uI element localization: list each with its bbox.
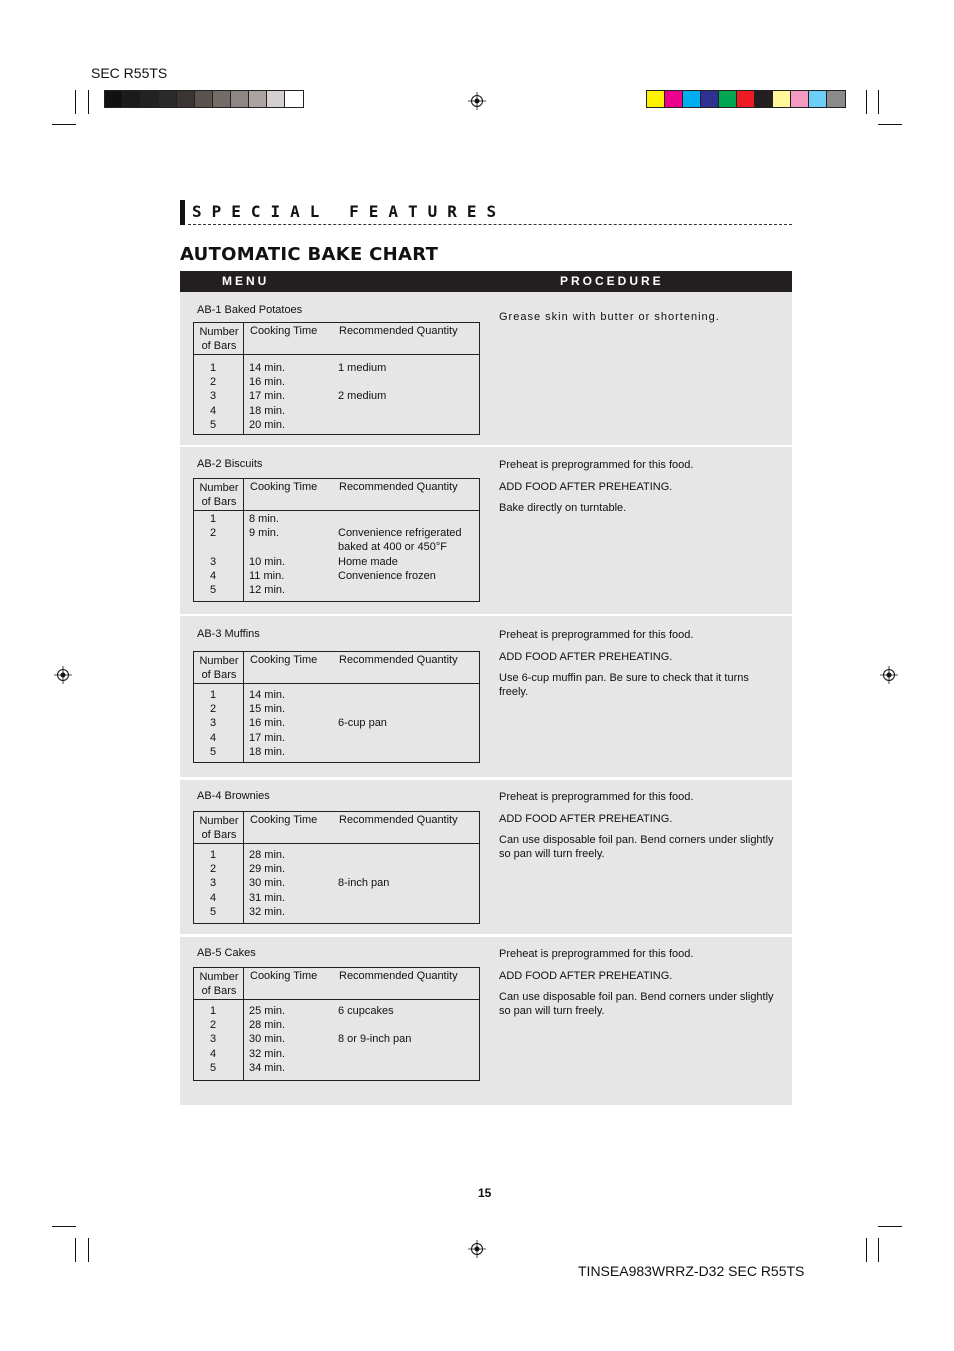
table-cell-time: 30 min.: [249, 877, 286, 890]
table-cell-bars: 3: [210, 555, 217, 568]
color-calibration-bar: [646, 90, 846, 108]
cooking-table: [193, 967, 480, 1081]
time-column-header: Cooking Time: [250, 481, 318, 493]
header-model: SEC R55TS: [91, 65, 168, 81]
table-cell-bars: 4: [210, 891, 217, 904]
time-column-header: Cooking Time: [250, 814, 318, 826]
table-cell-time: 11 min.: [249, 569, 285, 582]
table-cell-qty: baked at 400 or 450°F: [338, 541, 447, 554]
procedure-line: ADD FOOD AFTER PREHEATING.: [499, 969, 673, 982]
registration-target-icon: [54, 666, 72, 684]
bars-header-line: of Bars: [201, 669, 237, 681]
recipe-section: [180, 937, 792, 1105]
table-cell-time: 9 min.: [249, 527, 279, 540]
table-cell-bars: 3: [210, 390, 217, 403]
table-cell-bars: 5: [210, 1061, 217, 1074]
table-cell-time: 32 min.: [249, 1047, 286, 1060]
table-cell-time: 16 min.: [249, 376, 286, 389]
color-swatch: [683, 91, 701, 107]
time-column-header: Cooking Time: [250, 325, 318, 337]
table-cell-bars: 5: [210, 745, 217, 758]
table-cell-time: 28 min.: [249, 849, 286, 861]
table-cell-time: 25 min.: [249, 1005, 286, 1017]
table-cell-bars: 1: [210, 1005, 217, 1017]
color-swatch: [791, 91, 809, 107]
procedure-line: Preheat is preprogrammed for this food.: [499, 948, 694, 960]
color-swatch: [285, 91, 303, 107]
procedure-line: Preheat is preprogrammed for this food.: [499, 629, 694, 641]
quantity-column-header: Recommended Quantity: [339, 325, 458, 337]
procedure-text: [499, 310, 779, 332]
procedure-text: [499, 628, 779, 707]
gray-calibration-bar: [104, 90, 304, 108]
table-cell-time: 34 min.: [249, 1061, 286, 1074]
table-cell-bars: 5: [210, 584, 217, 596]
cooking-table: [193, 651, 480, 763]
table-cell-qty: 6 cupcakes: [338, 1005, 394, 1017]
table-cell-time: 28 min.: [249, 1019, 286, 1032]
section-marker: [180, 200, 185, 225]
section-divider: [188, 224, 792, 225]
color-swatch: [827, 91, 845, 107]
time-column-header: Cooking Time: [250, 970, 318, 982]
quantity-column-header: Recommended Quantity: [339, 654, 458, 666]
bars-header-line: Number: [199, 655, 239, 667]
table-header: [194, 323, 479, 355]
quantity-column-header: Recommended Quantity: [339, 481, 458, 493]
table-cell-time: 18 min.: [249, 404, 286, 417]
color-swatch: [647, 91, 665, 107]
table-cell-time: 12 min.: [249, 584, 286, 596]
table-header: [194, 812, 479, 844]
color-swatch: [773, 91, 791, 107]
recipe-label: AB-2 Biscuits: [197, 458, 263, 470]
bars-column-header: [197, 481, 241, 509]
procedure-line: Grease skin with butter or shortening.: [499, 311, 720, 323]
procedure-line: Can use disposable foil pan. Bend corners under slightly so pan will turn freely.: [499, 834, 774, 860]
table-cell-bars: 4: [210, 1047, 217, 1060]
procedure-line: ADD FOOD AFTER PREHEATING.: [499, 812, 673, 825]
procedure-line: ADD FOOD AFTER PREHEATING.: [499, 480, 673, 493]
table-cell-bars: 4: [210, 404, 217, 417]
bars-header-line: Number: [199, 326, 239, 338]
bars-header-line: of Bars: [201, 829, 237, 841]
quantity-column-header: Recommended Quantity: [339, 814, 458, 826]
crop-mark: [75, 1238, 76, 1262]
quantity-column-header: Recommended Quantity: [339, 970, 458, 982]
procedure-line: Use 6-cup muffin pan. Be sure to check that it turns freely.: [499, 672, 749, 698]
menu-column-header: MENU: [222, 274, 270, 288]
table-cell-bars: 1: [210, 513, 217, 525]
color-swatch: [213, 91, 231, 107]
color-swatch: [177, 91, 195, 107]
recipe-section: [180, 292, 792, 445]
cooking-table: [193, 322, 480, 435]
color-swatch: [105, 91, 123, 107]
table-header: [194, 479, 479, 511]
crop-mark: [878, 90, 879, 114]
table-cell-bars: 1: [210, 362, 217, 374]
color-swatch: [755, 91, 773, 107]
procedure-line: Can use disposable foil pan. Bend corners under slightly so pan will turn freely.: [499, 991, 774, 1017]
procedure-text: [499, 947, 779, 1026]
table-cell-qty: Home made: [338, 555, 398, 568]
table-cell-time: 8 min.: [249, 513, 279, 525]
recipe-label: AB-3 Muffins: [197, 628, 260, 640]
color-swatch: [195, 91, 213, 107]
page-number: 15: [478, 1186, 492, 1200]
table-cell-time: 15 min.: [249, 703, 286, 716]
crop-mark: [75, 90, 76, 114]
crop-mark: [88, 90, 89, 114]
bars-column-header: [197, 325, 241, 353]
crop-mark: [878, 1226, 902, 1227]
column-header-band: [180, 271, 792, 292]
color-swatch: [267, 91, 285, 107]
procedure-line: ADD FOOD AFTER PREHEATING.: [499, 650, 673, 663]
footer-code: TINSEA983WRRZ-D32 SEC R55TS: [578, 1263, 805, 1279]
procedure-line: Bake directly on turntable.: [499, 502, 627, 514]
table-cell-bars: 5: [210, 418, 217, 431]
table-cell-time: 20 min.: [249, 418, 286, 431]
table-cell-time: 17 min.: [249, 390, 286, 403]
registration-target-icon: [468, 1240, 486, 1258]
table-header: [194, 652, 479, 684]
color-swatch: [123, 91, 141, 107]
table-cell-bars: 1: [210, 849, 217, 861]
color-swatch: [809, 91, 827, 107]
procedure-line: Preheat is preprogrammed for this food.: [499, 791, 694, 803]
crop-mark: [866, 90, 867, 114]
recipe-label: AB-4 Brownies: [197, 790, 270, 802]
table-cell-bars: 2: [210, 527, 217, 540]
crop-mark: [52, 1226, 76, 1227]
color-swatch: [719, 91, 737, 107]
table-cell-qty: 1 medium: [338, 362, 387, 374]
chart-title: AUTOMATIC BAKE CHART: [180, 244, 439, 265]
table-cell-bars: 4: [210, 731, 217, 744]
bars-header-line: of Bars: [201, 340, 237, 352]
table-cell-bars: 4: [210, 569, 217, 582]
table-cell-bars: 5: [210, 905, 217, 918]
recipe-label: AB-5 Cakes: [197, 947, 256, 959]
bars-header-line: of Bars: [201, 496, 237, 508]
table-cell-bars: 2: [210, 863, 217, 876]
bars-column-header: [197, 970, 241, 998]
crop-mark: [878, 1238, 879, 1262]
table-cell-qty: 8 or 9-inch pan: [338, 1033, 412, 1046]
color-swatch: [141, 91, 159, 107]
crop-mark: [878, 124, 902, 125]
table-cell-time: 14 min.: [249, 362, 286, 374]
crop-mark: [52, 124, 76, 125]
crop-mark: [866, 1238, 867, 1262]
color-swatch: [701, 91, 719, 107]
table-cell-bars: 2: [210, 703, 217, 716]
table-cell-qty: 2 medium: [338, 390, 387, 403]
bars-header-line: Number: [199, 482, 239, 494]
color-swatch: [159, 91, 177, 107]
procedure-text: [499, 790, 779, 869]
table-cell-bars: 2: [210, 376, 217, 389]
table-cell-bars: 2: [210, 1019, 217, 1032]
crop-mark: [88, 1238, 89, 1262]
table-cell-bars: 3: [210, 1033, 217, 1046]
table-cell-bars: 3: [210, 877, 217, 890]
registration-target-icon: [880, 666, 898, 684]
bars-column-header: [197, 654, 241, 682]
recipe-section: [180, 616, 792, 777]
color-swatch: [249, 91, 267, 107]
cooking-table: [193, 811, 480, 924]
bars-column-header: [197, 814, 241, 842]
table-cell-qty: Convenience frozen: [338, 569, 436, 582]
procedure-text: [499, 458, 779, 523]
bars-header-line: of Bars: [201, 985, 237, 997]
cooking-table: [193, 478, 480, 602]
table-cell-time: 29 min.: [249, 863, 286, 876]
table-cell-qty: 8-inch pan: [338, 877, 390, 890]
procedure-column-header: PROCEDURE: [560, 274, 664, 288]
table-cell-time: 18 min.: [249, 745, 286, 758]
table-cell-time: 14 min.: [249, 689, 286, 701]
table-cell-time: 10 min.: [249, 555, 286, 568]
table-header: [194, 968, 479, 1000]
table-cell-time: 16 min.: [249, 717, 286, 730]
table-cell-qty: 6-cup pan: [338, 717, 387, 730]
color-swatch: [665, 91, 683, 107]
table-cell-time: 30 min.: [249, 1033, 286, 1046]
table-cell-bars: 1: [210, 689, 217, 701]
table-cell-qty: Convenience refrigerated: [338, 527, 462, 540]
recipe-section: [180, 780, 792, 934]
table-cell-bars: 3: [210, 717, 217, 730]
recipe-section: [180, 447, 792, 614]
bars-header-line: Number: [199, 971, 239, 983]
section-title: SPECIAL FEATURES: [192, 202, 507, 221]
recipe-label: AB-1 Baked Potatoes: [197, 304, 303, 316]
table-cell-time: 17 min.: [249, 731, 286, 744]
table-cell-time: 32 min.: [249, 905, 286, 918]
color-swatch: [737, 91, 755, 107]
procedure-line: Preheat is preprogrammed for this food.: [499, 459, 694, 471]
color-swatch: [231, 91, 249, 107]
registration-target-icon: [468, 92, 486, 110]
time-column-header: Cooking Time: [250, 654, 318, 666]
table-cell-time: 31 min.: [249, 891, 286, 904]
bars-header-line: Number: [199, 815, 239, 827]
